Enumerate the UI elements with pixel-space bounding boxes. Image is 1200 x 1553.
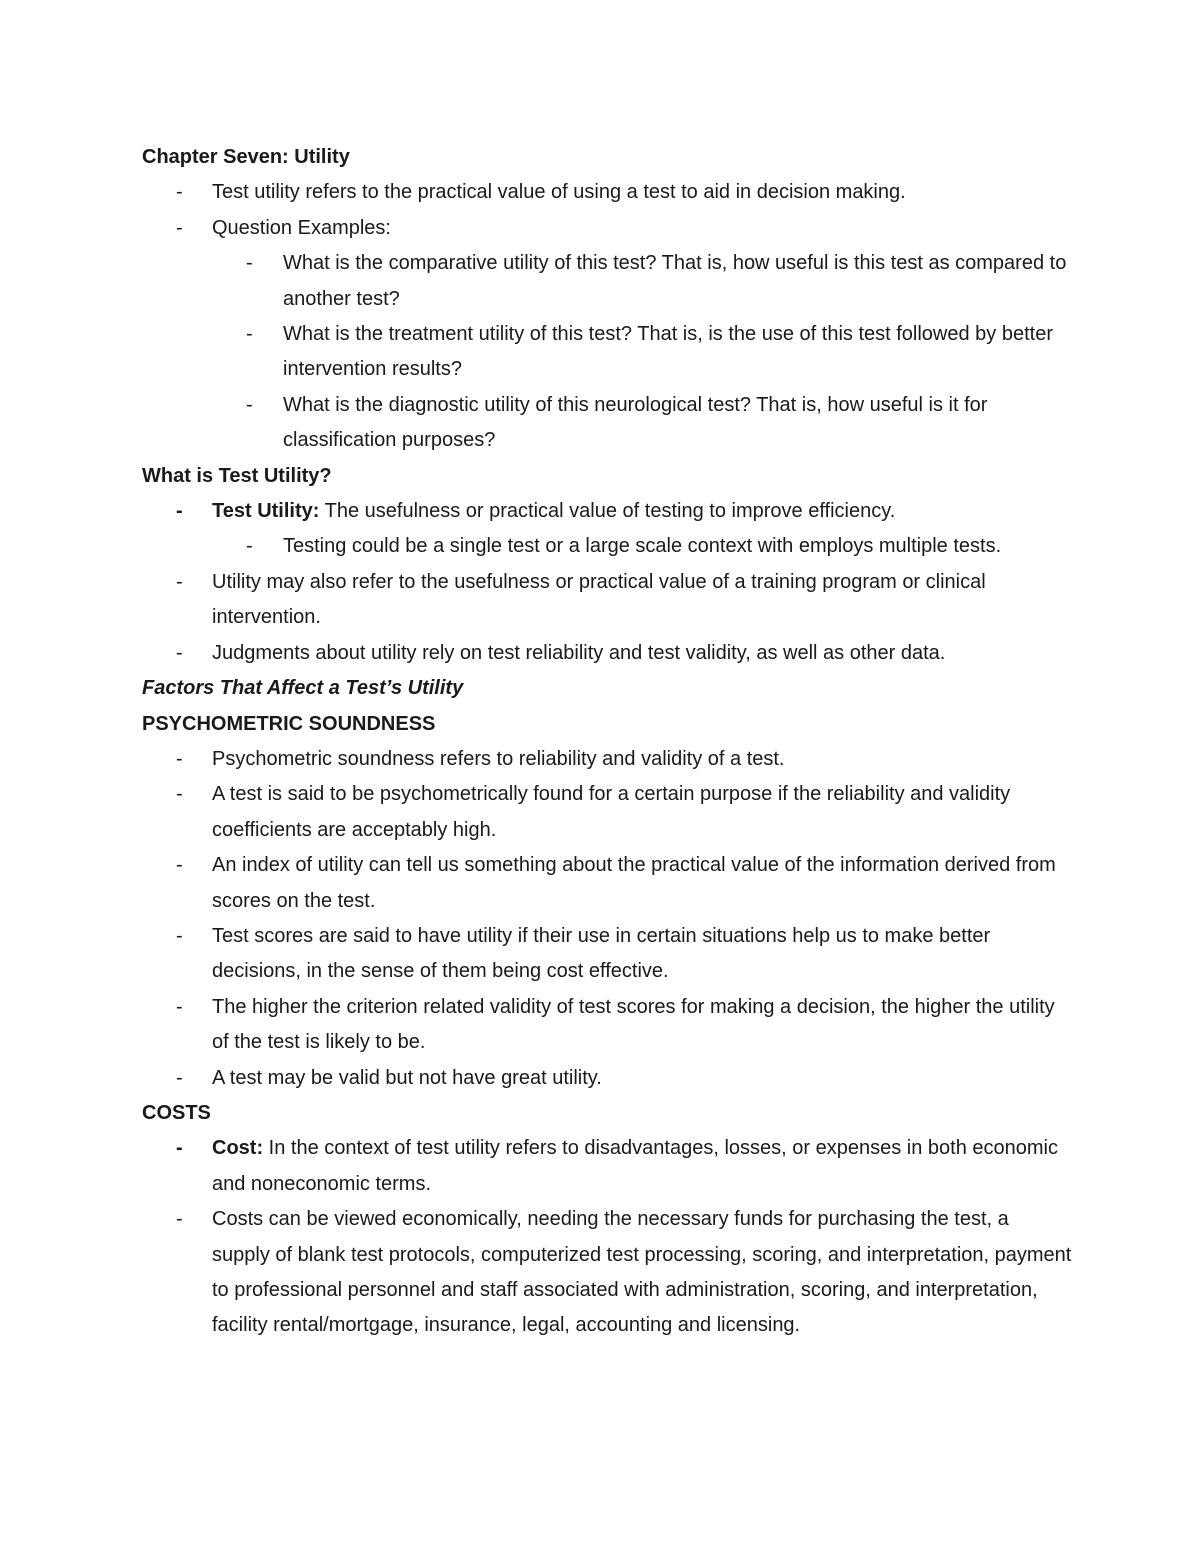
section-heading-factors: Factors That Affect a Test’s Utility bbox=[142, 677, 464, 700]
bullet-dash: - bbox=[246, 252, 253, 275]
sub-list-item bbox=[212, 529, 1072, 564]
bullet-dash: - bbox=[246, 393, 253, 416]
list-item bbox=[142, 990, 1072, 1061]
list-item-text: An index of utility can tell us something about the practical value of the information derived from scores on the test. bbox=[212, 854, 1056, 912]
bullet-dash: - bbox=[176, 181, 183, 204]
list-item bbox=[142, 777, 1072, 848]
question-examples-list bbox=[212, 246, 1072, 458]
bullet-dash: - bbox=[176, 783, 183, 806]
sub-list-item-text: What is the treatment utility of this test? That is, is the use of this test followed by better intervention results? bbox=[283, 323, 1053, 381]
bullet-dash: - bbox=[176, 924, 183, 947]
list-item-text: Question Examples: bbox=[212, 216, 391, 239]
definition-term: Test Utility: bbox=[212, 500, 320, 523]
sub-list-item-text: What is the diagnostic utility of this neurological test? That is, how useful is it for classification purposes? bbox=[283, 393, 988, 452]
list-item-text: Psychometric soundness refers to reliability and validity of a test. bbox=[212, 747, 785, 770]
definition-sub-list bbox=[212, 529, 1072, 564]
psychometric-list bbox=[142, 742, 1072, 1096]
bullet-dash: - bbox=[176, 500, 183, 523]
bullet-dash: - bbox=[176, 854, 183, 877]
list-item bbox=[142, 1131, 1072, 1202]
sub-list-item bbox=[212, 317, 1072, 388]
list-item bbox=[142, 211, 1072, 459]
list-item bbox=[142, 565, 1072, 636]
list-item bbox=[142, 1061, 1072, 1096]
list-item bbox=[142, 1202, 1072, 1344]
bullet-dash: - bbox=[246, 535, 253, 558]
list-item-text: Judgments about utility rely on test reliability and test validity, as well as other data. bbox=[212, 641, 946, 664]
list-item-text: Costs can be viewed economically, needing the necessary funds for purchasing the test, a supply of blank test protocols, computerized test processing, scoring, and interpretation, payment to professional personnel and staff associated with administration, scoring, and interpretation, facility rental/mortgage, insurance, legal, accounting and licensing. bbox=[212, 1208, 1072, 1337]
bullet-dash: - bbox=[176, 1208, 183, 1231]
sub-list-item-text: What is the comparative utility of this test? That is, how useful is this test as compared to another test? bbox=[283, 252, 1067, 310]
bullet-dash: - bbox=[176, 570, 183, 593]
list-item bbox=[142, 919, 1072, 990]
bullet-dash: - bbox=[246, 323, 253, 346]
definition-term: Cost: bbox=[212, 1137, 264, 1160]
sub-list-item bbox=[212, 246, 1072, 317]
list-item-text: A test is said to be psychometrically found for a certain purpose if the reliability and validity coefficients are acceptably high. bbox=[212, 783, 1011, 841]
bullet-dash: - bbox=[176, 747, 183, 770]
sub-list-item-text: Testing could be a single test or a large scale context with employs multiple tests. bbox=[283, 535, 1002, 558]
costs-list bbox=[142, 1131, 1072, 1343]
section-heading-psychometric: PSYCHOMETRIC SOUNDNESS bbox=[142, 712, 436, 735]
document-content bbox=[142, 140, 1072, 1344]
list-item-text: Test scores are said to have utility if their use in certain situations help us to make better decisions, in the sense of them being cost effective. bbox=[212, 924, 991, 983]
list-item bbox=[142, 848, 1072, 919]
bullet-dash: - bbox=[176, 995, 183, 1018]
definition-text: In the context of test utility refers to disadvantages, losses, or expenses in both economic and noneconomic terms. bbox=[212, 1137, 1058, 1195]
bullet-dash: - bbox=[176, 1137, 183, 1160]
list-item-text: The higher the criterion related validity of test scores for making a decision, the higher the utility of the test is likely to be. bbox=[212, 995, 1055, 1054]
bullet-dash: - bbox=[176, 1066, 183, 1089]
list-item-text: Utility may also refer to the usefulness or practical value of a training program or clinical intervention. bbox=[212, 570, 986, 629]
chapter-title: Chapter Seven: Utility bbox=[142, 146, 350, 168]
list-item-text: A test may be valid but not have great utility. bbox=[212, 1066, 602, 1089]
section-heading-what-is: What is Test Utility? bbox=[142, 464, 332, 487]
list-item-text: Test utility refers to the practical value of using a test to aid in decision making. bbox=[212, 181, 906, 204]
list-item bbox=[142, 494, 1072, 565]
what-is-list bbox=[142, 494, 1072, 671]
chapter-list bbox=[142, 175, 1072, 458]
definition-text: The usefulness or practical value of testing to improve efficiency. bbox=[319, 500, 896, 523]
bullet-dash: - bbox=[176, 641, 183, 664]
sub-list-item bbox=[212, 388, 1072, 459]
bullet-dash: - bbox=[176, 216, 183, 239]
list-item bbox=[142, 636, 1072, 671]
list-item bbox=[142, 175, 1072, 210]
section-heading-costs: COSTS bbox=[142, 1101, 211, 1124]
list-item bbox=[142, 742, 1072, 777]
